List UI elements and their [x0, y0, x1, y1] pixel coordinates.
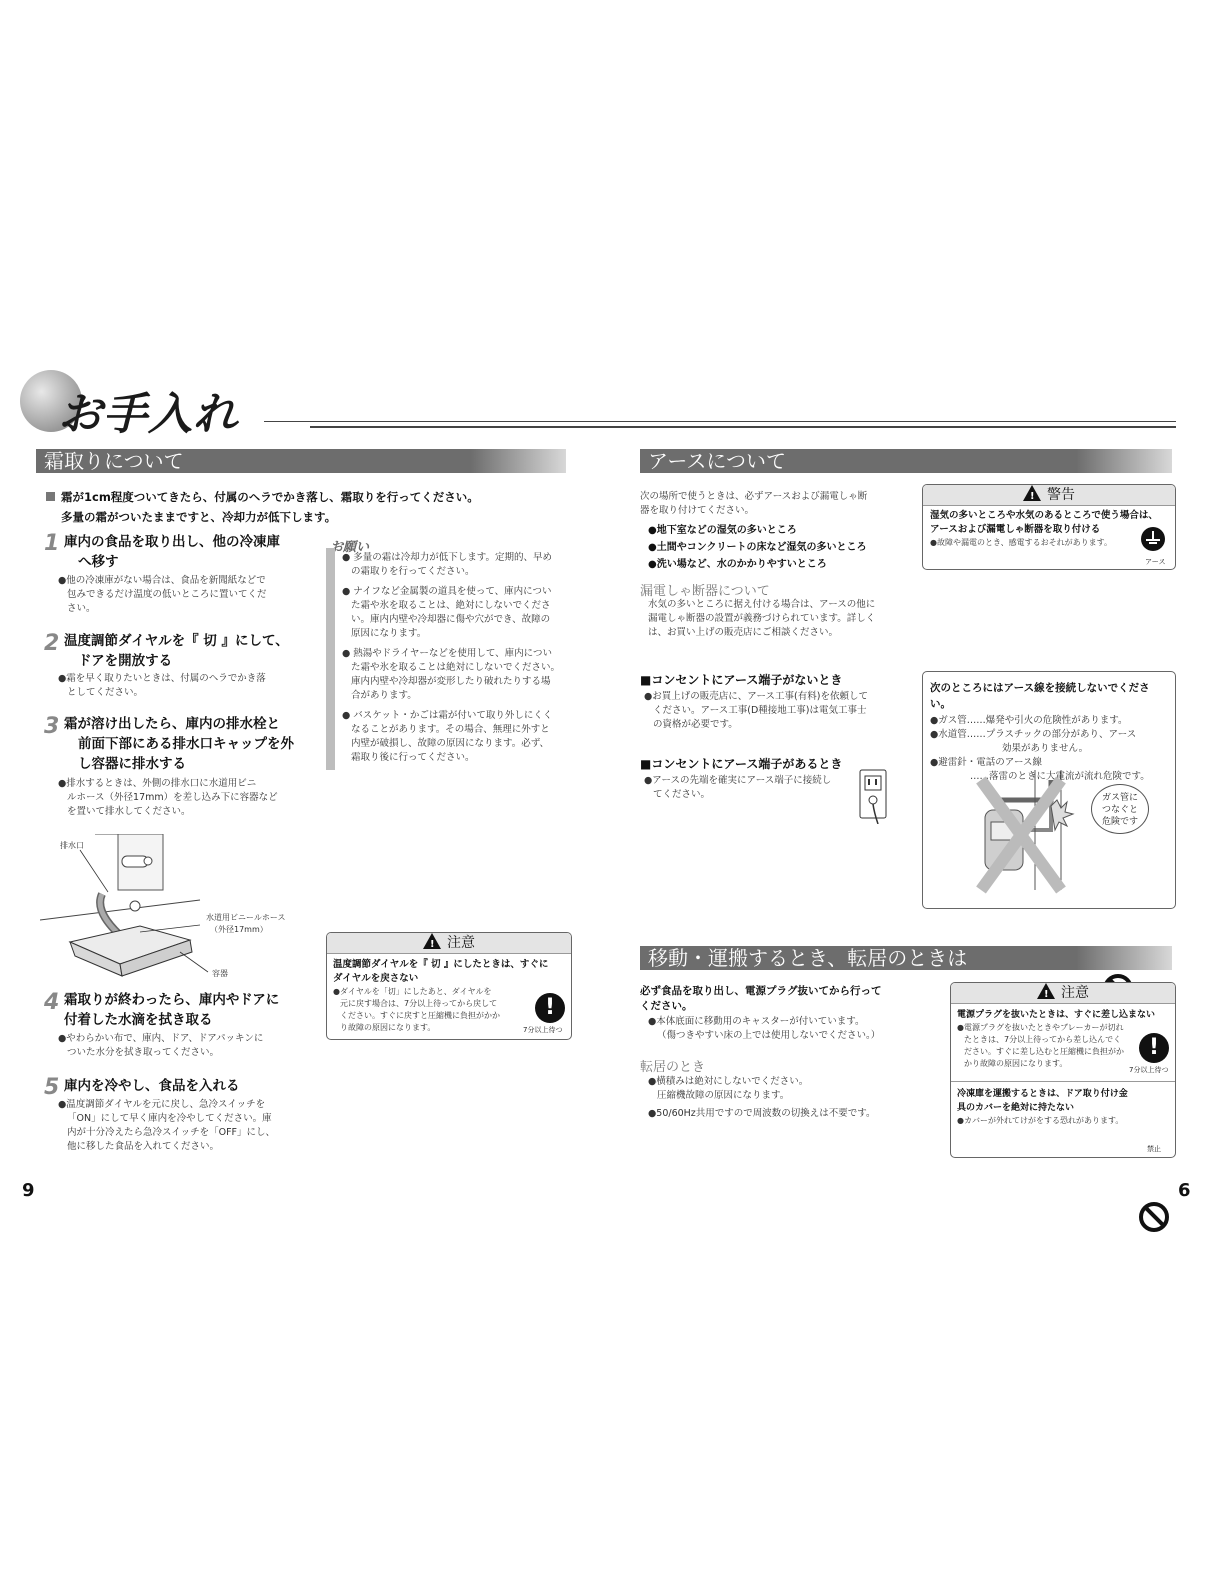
- intro-line: 霜が1cm程度ついてきたら、付属のヘラでかき落し、霜取りを行ってください。: [61, 490, 479, 504]
- label-container: 容器: [212, 969, 228, 978]
- step-number: 4: [44, 990, 60, 1015]
- caution-header: !注意: [951, 983, 1175, 1004]
- step-3-title: 霜が溶け出したら、庫内の排水栓と 前面下部にある排水口キャップを外 し容器に排水する: [64, 716, 294, 772]
- earth-place: ●地下室などの湿気の多いところ: [648, 525, 797, 536]
- page-title: お手入れ: [58, 389, 238, 440]
- drain-illustration: [40, 834, 300, 984]
- request-item: ● 熱湯やドライヤーなどを使用して、庫内につい た霜や氷を取ることは絶対にしないでください。 庫内内壁や冷却器が変形したり破れたりする場 合があります。: [342, 648, 561, 701]
- moving-section-title: 移動・運搬するとき、転居のときは: [648, 946, 968, 970]
- warning-triangle-icon: [423, 933, 441, 949]
- outlet-illustration: [858, 768, 890, 828]
- do-not-connect-box: 次のところにはアース線を接続しないでください。 ●ガス管……爆発や引火の危険性があります。 ●水道管……プラスチックの部分があり、アース 効果がありません。 ●避雷針・電話のアース線 ……落雷のときに大電流が流れ危険です。 ガス管に つなぐと 危険です: [922, 671, 1176, 909]
- step-number: 5: [44, 1075, 60, 1100]
- step-2-body: ●霜を早く取りたいときは、付属のヘラでかき落 としてください。: [58, 673, 266, 698]
- step-3: [44, 714, 59, 739]
- outlet-icon: [858, 768, 890, 824]
- earth-section-header: [640, 449, 1172, 473]
- earth-place: ●洗い場など、水のかかりやすいところ: [648, 559, 827, 570]
- exclamation-icon: !: [1139, 1033, 1169, 1063]
- request-item: ● ナイフなど金属製の道具を使って、庫内につい た霜や氷を取ることは、絶対にしないでくださ い。庫内内壁や冷却器に傷や穴ができ、故障の 原因になります。: [342, 586, 552, 639]
- step-2: [44, 631, 59, 656]
- drain-figure: [40, 834, 300, 984]
- divider: [951, 1081, 1175, 1082]
- step-3-body: ●排水するときは、外側の排水口に水道用ビニ ルホース（外径17mm）を差し込み下に容器など を置いて排水してください。: [58, 778, 278, 817]
- terminal-body: ●アースの先端を確実にアース端子に接続し てください。: [644, 775, 832, 800]
- relocate-body: ●横積みは絶対にしないでください。 圧縮機故障の原因になります。 ●50/60Hz共用ですので周波数の切換えは不要です。: [648, 1076, 876, 1119]
- exclamation-icon: !: [535, 993, 565, 1023]
- request-items: [342, 551, 574, 765]
- step-4-body: ●やわらかい布で、庫内、ドア、ドアパッキンに ついた水分を拭き取ってください。: [58, 1033, 264, 1058]
- moving-body: ●本体底面に移動用のキャスターが付いています。 （傷つきやすい床の上では使用しないでください。）: [648, 1016, 881, 1041]
- step-4-title: 霜取りが終わったら、庫内やドアに 付着した水滴を拭き取る: [64, 992, 280, 1028]
- step-number: 1: [44, 531, 60, 556]
- moving-section-header: [640, 946, 1172, 970]
- step-5-title: 庫内を冷やし、食品を入れる: [64, 1078, 240, 1094]
- step-1-body: ●他の冷凍庫がない場合は、食品を新聞紙などで 包みできるだけ温度の低いところに置いてくだ さい。: [58, 575, 267, 614]
- defrost-intro: [46, 487, 479, 527]
- step-1-title: 庫内の食品を取り出し、他の冷凍庫 へ移す: [64, 534, 280, 570]
- prohibited-label: 禁止: [1147, 1145, 1161, 1153]
- earth-warning-box: !警告 湿気の多いところや水気のあるところで使う場合は、 アースおよび漏電しゃ断器を取り付ける ●故障や漏電のとき、感電するおそれがあります。 アース: [922, 484, 1176, 570]
- defrost-section-header: [36, 449, 566, 473]
- warning-triangle-icon: [1037, 983, 1055, 999]
- earth-place: ●土間やコンクリートの床など湿気の多いところ: [648, 542, 867, 553]
- request-title: お願い: [330, 540, 370, 555]
- page-number-left: 9: [22, 1180, 35, 1201]
- warning-header: !警告: [923, 485, 1175, 506]
- prohibited-icon: [1139, 1202, 1169, 1232]
- title-rule: [264, 421, 1176, 422]
- moving-bold-note: 必ず食品を取り出し、電源プラグ抜いてから行って ください。: [640, 985, 882, 1012]
- gas-pipe-note: ●ガス管……爆発や引火の危険性があります。: [930, 715, 1128, 726]
- water-pipe-note: ●水道管……プラスチックの部分があり、アース: [930, 729, 1137, 740]
- breaker-heading: 漏電しゃ断器について: [640, 584, 770, 599]
- right-caution-box: !注意 電源プラグを抜いたときは、すぐに差し込まない ●電源プラグを抜いたときやブレーカーが切れ たときは、7分以上待ってから差し込んでく ださい。すぐに差し込むと圧縮機に負担がか かり故障の原因になります。 ! 7分以上待つ 冷凍庫を運搬するときは、ドア取り付け金 具のカバーを絶対に持たない ●カバーが外れてけがをする恐れがあります。 禁止: [950, 982, 1176, 1158]
- danger-speech-bubble: ガス管に つなぐと 危険です: [1091, 784, 1149, 834]
- label-hose: 水道用ビニールホース （外径17mm）: [206, 913, 286, 934]
- no-terminal-body: ●お買上げの販売店に、アース工事(有料)を依頼して ください。アース工事(D種接地工事)は電気工事士 の資格が必要です。: [644, 691, 868, 730]
- title-rule-thick: [310, 426, 1176, 428]
- step-5: [44, 1075, 59, 1100]
- step-number: 2: [44, 631, 60, 656]
- relocate-heading: 転居のとき: [640, 1060, 706, 1075]
- step-2-title: 温度調節ダイヤルを『 切 』にして、 ドアを開放する: [64, 633, 289, 669]
- earth-ground-icon: [1141, 527, 1165, 551]
- request-item: ● 多量の霜は冷却力が低下します。定期的、早め の霜取りを行ってください。: [342, 552, 553, 577]
- terminal-heading: ■コンセントにアース端子があるとき: [640, 757, 843, 771]
- step-number: 3: [44, 714, 60, 739]
- left-caution-box: !注意 温度調節ダイヤルを『 切 』にしたときは、すぐに ダイヤルを戻さない ●ダイヤルを「切」にしたあと、ダイヤルを 元に戻す場合は、7分以上待ってから戻して ください。すぐに戻すと圧縮機に負担がかか り故障の原因になります。 ! 7分以上待つ: [326, 932, 572, 1040]
- step-5-body: ●温度調節ダイヤルを元に戻し、急冷スイッチを 「ON」にして早く庫内を冷やしてください。庫 内が十分冷えたら急冷スイッチを「OFF」にし、 他に移した食品を入れてください。: [58, 1099, 276, 1152]
- no-terminal-heading: ■コンセントにアース端子がないとき: [640, 673, 843, 687]
- earth-section-title: アースについて: [648, 449, 786, 473]
- step-4: [44, 990, 59, 1015]
- earth-label: アース: [1145, 558, 1166, 566]
- defrost-section-title: 霜取りについて: [44, 449, 184, 473]
- step-1: [44, 531, 59, 556]
- breaker-body: 水気の多いところに据え付ける場合は、アースの他に 漏電しゃ断器の設置が義務づけられています。詳しく は、お買い上げの販売店にご相談ください。: [648, 599, 876, 638]
- earth-intro: 次の場所で使うときは、必ずアースおよび漏電しゃ断 器を取り付けてください。 ●地下室などの湿気の多いところ ●土間やコンクリートの床など湿気の多いところ ●洗い場など、水のかかりやすいところ: [640, 490, 910, 573]
- square-bullet-icon: [46, 492, 55, 501]
- intro-line: 多量の霜がついたままですと、冷却力が低下します。: [61, 510, 337, 524]
- wait-label: 7分以上待つ: [1129, 1066, 1169, 1074]
- caution-header: !注意: [327, 933, 571, 954]
- warning-triangle-icon: [1023, 485, 1041, 501]
- wait-label: 7分以上待つ: [523, 1026, 563, 1034]
- lightning-note: ●避雷針・電話のアース線: [930, 757, 1043, 768]
- label-drain-outlet: 排水口: [60, 841, 84, 850]
- page-number-right: 6: [1178, 1180, 1191, 1201]
- request-item: ● バスケット・かごは霜が付いて取り外しにくく なることがあります。その場合、無理に外すと 内壁が破損し、故障の原因になります。必ず、 霜取り後に行ってください。: [342, 710, 553, 763]
